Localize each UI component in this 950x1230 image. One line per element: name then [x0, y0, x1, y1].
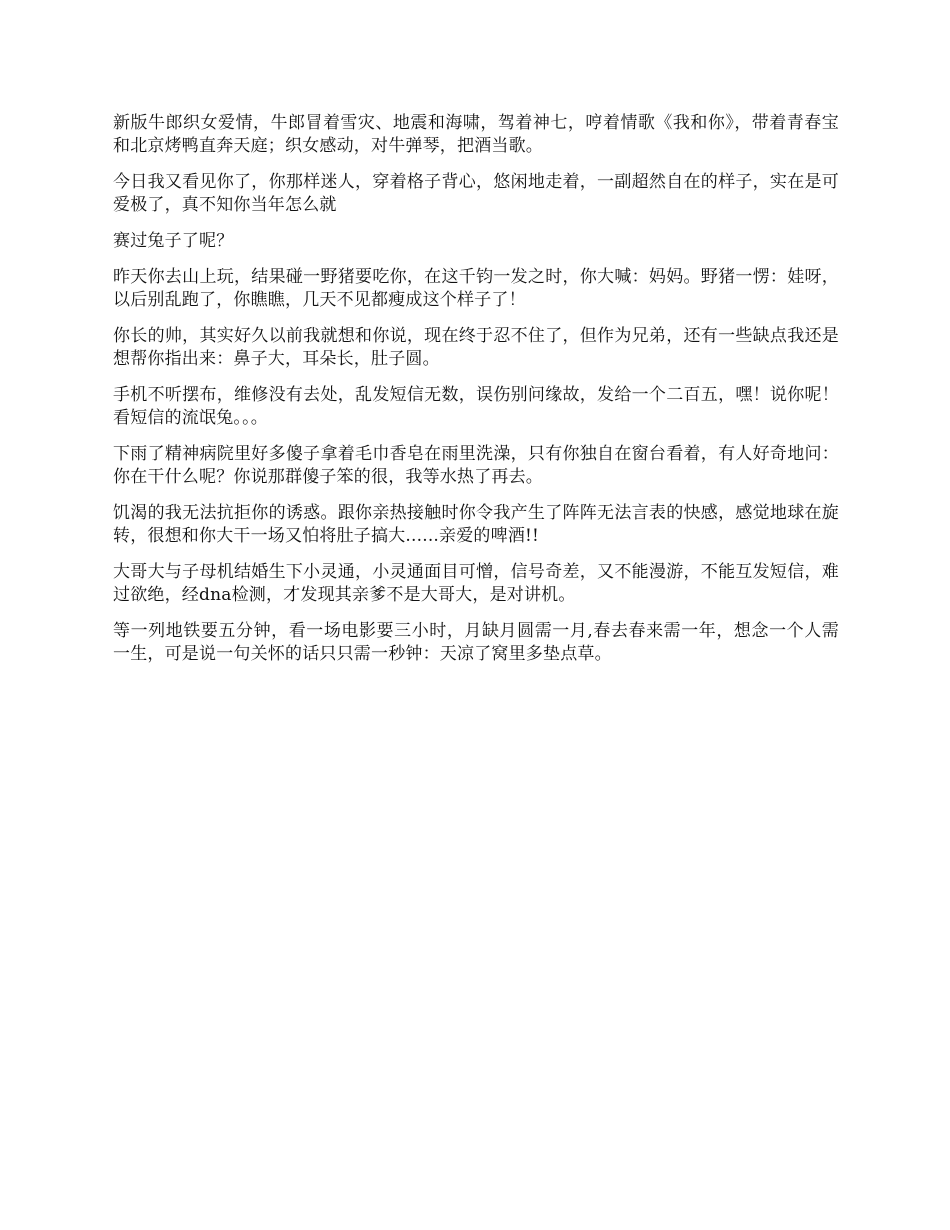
- paragraph-9: 大哥大与子母机结婚生下小灵通，小灵通面目可憎，信号奇差，又不能漫游，不能互发短信，难过欲绝，经dna检测，才发现其亲爹不是大哥大，是对讲机。: [113, 562, 839, 605]
- paragraph-5: 你长的帅，其实好久以前我就想和你说，现在终于忍不住了，但作为兄弟，还有一些缺点我还是想帮你指出来：鼻子大，耳朵长，肚子圆。: [113, 326, 839, 369]
- paragraph-8: 饥渴的我无法抗拒你的诱惑。跟你亲热接触时你令我产生了阵阵无法言表的快感，感觉地球在旋转，很想和你大干一场又怕将肚子搞大......亲爱的啤酒!!: [113, 503, 839, 546]
- paragraph-1: 新版牛郎织女爱情，牛郎冒着雪灾、地震和海啸，驾着神七，哼着情歌《我和你》，带着青春宝和北京烤鸭直奔天庭；织女感动，对牛弹琴，把酒当歌。: [113, 113, 839, 156]
- paragraph-3: 赛过兔子了呢？: [113, 231, 234, 251]
- paragraph-2: 今日我又看见你了，你那样迷人，穿着格子背心，悠闲地走着，一副超然自在的样子，实在是可爱极了，真不知你当年怎么就: [113, 172, 839, 215]
- paragraph-10: 等一列地铁要五分钟，看一场电影要三小时，月缺月圆需一月,春去春来需一年，想念一个人需一生，可是说一句关怀的话只只需一秒钟：天凉了窝里多垫点草。: [113, 621, 839, 664]
- document-body: [113, 112, 839, 679]
- paragraph-4: 昨天你去山上玩，结果碰一野猪要吃你，在这千钧一发之时，你大喊：妈妈。野猪一愣：娃呀，以后别乱跑了，你瞧瞧，几天不见都瘦成这个样子了！: [113, 267, 839, 310]
- paragraph-6: 手机不听摆布，维修没有去处，乱发短信无数，误伤别问缘故，发给一个二百五，嘿！说你呢！看短信的流氓兔。。。: [113, 385, 839, 428]
- paragraph-7: 下雨了精神病院里好多傻子拿着毛巾香皂在雨里洗澡，只有你独自在窗台看着，有人好奇地问：你在干什么呢？你说那群傻子笨的很，我等水热了再去。: [113, 444, 839, 487]
